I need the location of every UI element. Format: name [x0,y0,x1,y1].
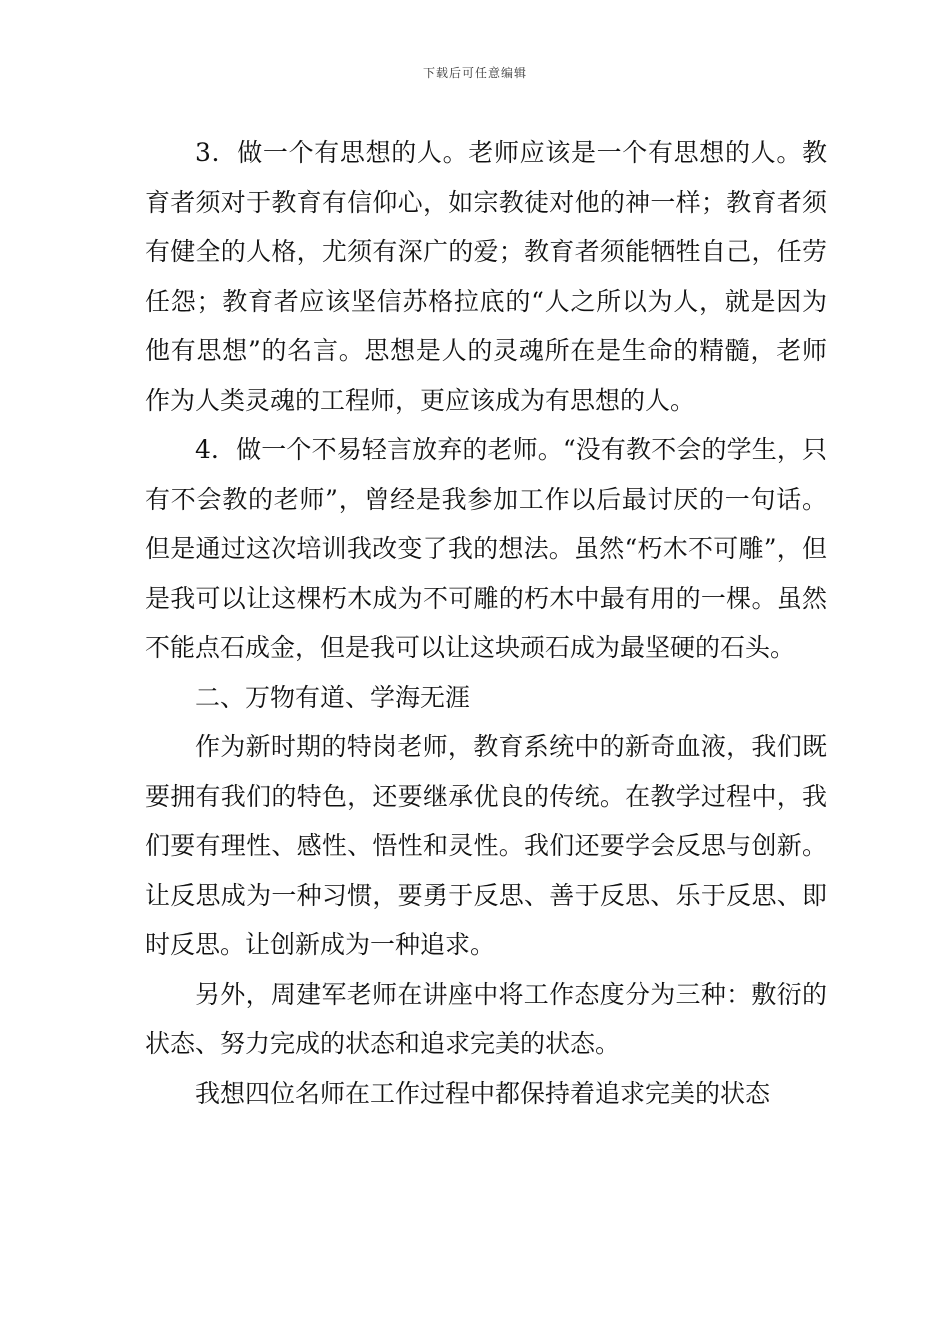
paragraph-point-4: 4．做一个不易轻言放弃的老师。“没有教不会的学生，只有不会教的老师”，曾经是我参加工作以后最讨厌的一句话。但是通过这次培训我改变了我的想法。虽然“朽木不可雕”，但是我可以让这棵朽木成为不可雕的朽木中最有用的一棵。虽然不能点石成金，但是我可以让这块顽石成为最坚硬的石头。 [145,435,827,662]
paragraph-point-3: 3．做一个有思想的人。老师应该是一个有思想的人。教育者须对于教育有信仰心，如宗教徒对他的神一样；教育者须有健全的人格，尤须有深广的爱；教育者须能牺牲自己，任劳任怨；教育者应该坚信苏格拉底的“人之所以为人，就是因为他有思想”的名言。思想是人的灵魂所在是生命的精髓，老师作为人类灵魂的工程师，更应该成为有思想的人。 [145,138,827,415]
page-header-note: 下载后可任意编辑 [422,66,527,80]
paragraph-new-teachers: 作为新时期的特岗老师，教育系统中的新奇血液，我们既要拥有我们的特色，还要继承优良的传统。在教学过程中，我们要有理性、感性、悟性和灵性。我们还要学会反思与创新。让反思成为一种习惯，要勇于反思、善于反思、乐于反思、即时反思。让创新成为一种追求。 [145,732,827,959]
section-heading-2: 二、万物有道、学海无涯 [195,682,471,712]
paragraph-four-teachers: 我想四位名师在工作过程中都保持着追求完美的状态 [195,1078,771,1108]
paragraph-work-attitude: 另外，周建军老师在讲座中将工作态度分为三种：敷衍的状态、努力完成的状态和追求完美的状态。 [145,979,827,1058]
document-body [145,128,827,1118]
